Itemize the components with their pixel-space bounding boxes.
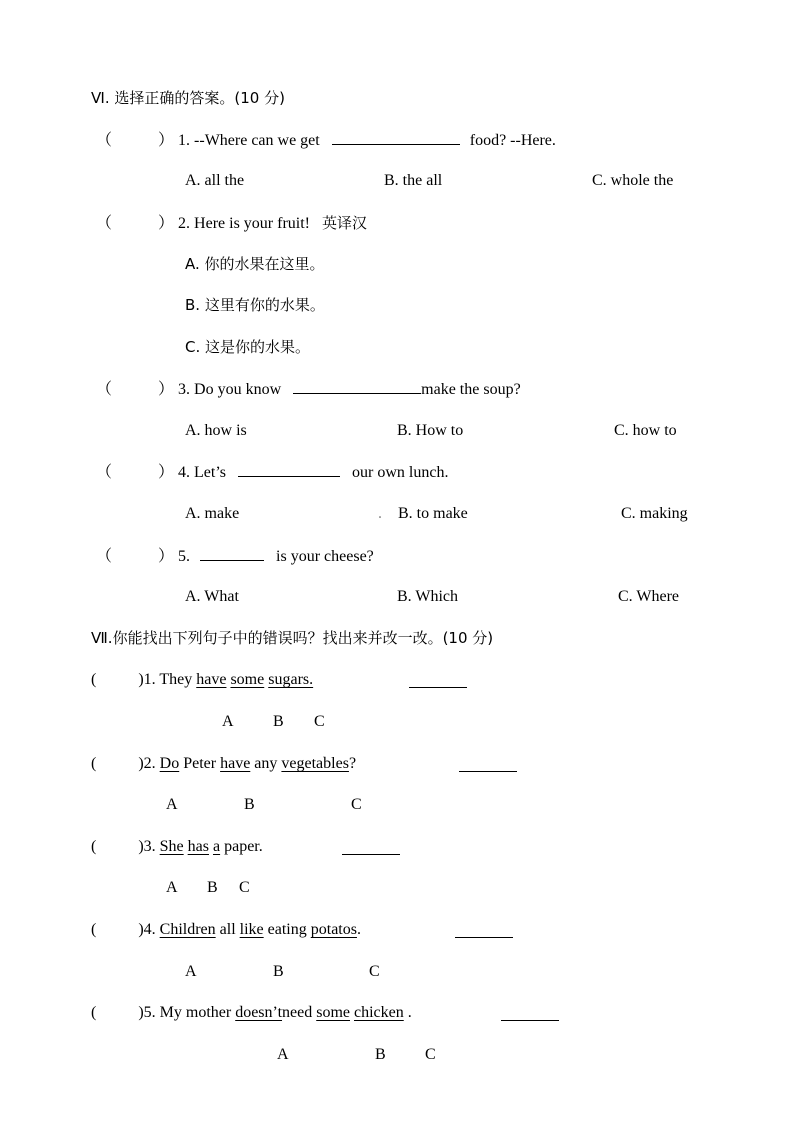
- option-a[interactable]: A. all the: [185, 172, 245, 189]
- question-number: 3.: [178, 381, 191, 398]
- answer-paren-close: ）: [158, 381, 175, 398]
- underlined-word-c: chicken: [354, 1004, 404, 1021]
- question-text-pre: Here is your fruit!: [194, 215, 310, 232]
- underlined-word-b: has: [187, 838, 209, 855]
- sentence-punct: ?: [348, 755, 357, 772]
- correction-blank[interactable]: [501, 1006, 559, 1021]
- underlined-word-b: have: [220, 755, 251, 772]
- underlined-word-c: sugars.: [268, 671, 314, 688]
- option-c[interactable]: C. making: [621, 505, 688, 522]
- underlined-word-a: She: [159, 838, 184, 855]
- question-number: 5.: [178, 548, 191, 565]
- question-5: [96, 546, 374, 567]
- question-text-post: our own lunch.: [352, 464, 449, 481]
- option-b[interactable]: B. Which: [397, 588, 459, 605]
- question-text-post: food? --Here.: [469, 132, 556, 149]
- sentence-word: any: [254, 755, 278, 772]
- label-b: B: [244, 796, 255, 813]
- question-number: 2.: [143, 755, 156, 772]
- answer-paren-close: ): [138, 921, 144, 938]
- question-text-pre: --Where can we get: [194, 132, 320, 149]
- answer-paren-close: ）: [158, 548, 175, 565]
- option-b[interactable]: B. How to: [397, 422, 464, 439]
- underlined-word-c: a: [212, 838, 221, 855]
- question-number: 1.: [143, 671, 156, 688]
- error-question-5: [91, 1003, 412, 1023]
- question-text-post: is your cheese?: [276, 548, 374, 565]
- underlined-word-c: vegetables: [281, 755, 349, 772]
- label-a: A: [185, 963, 197, 980]
- underlined-word-a: doesn’t: [235, 1004, 283, 1021]
- underlined-word-b: some: [316, 1004, 350, 1021]
- answer-paren-open: （: [96, 132, 113, 149]
- sentence-word: need: [282, 1004, 313, 1021]
- label-b: B: [207, 879, 218, 896]
- option-b[interactable]: B. the all: [384, 172, 443, 189]
- option-c[interactable]: C. how to: [614, 422, 677, 439]
- question-text-pre: Let’s: [194, 464, 227, 481]
- label-a: A: [166, 796, 178, 813]
- underlined-word-a: Children: [159, 921, 216, 938]
- sentence-word: eating: [267, 921, 307, 938]
- label-a: A: [222, 713, 234, 730]
- answer-paren-open: (: [91, 755, 97, 772]
- correction-blank[interactable]: [409, 673, 467, 688]
- label-c: C: [369, 963, 380, 980]
- sentence-word: Peter: [183, 755, 217, 772]
- answer-paren-open: (: [91, 1004, 97, 1021]
- label-c: C: [351, 796, 362, 813]
- option-c[interactable]: C. 这是你的水果。: [185, 338, 311, 356]
- option-a[interactable]: A. how is: [185, 422, 247, 439]
- fill-blank[interactable]: [238, 462, 340, 477]
- section-6-title: Ⅵ. 选择正确的答案。(10 分): [91, 89, 285, 107]
- answer-paren-close: ）: [158, 132, 175, 149]
- option-b[interactable]: B. 这里有你的水果。: [185, 296, 325, 314]
- label-a: A: [277, 1046, 289, 1063]
- correction-blank[interactable]: [455, 923, 513, 938]
- option-c[interactable]: C. Where: [618, 588, 680, 605]
- fill-blank[interactable]: [332, 130, 460, 145]
- question-number: 3.: [143, 838, 156, 855]
- fill-blank[interactable]: [293, 379, 421, 394]
- answer-paren-open: (: [91, 671, 97, 688]
- section-7-title: Ⅶ.你能找出下列句子中的错误吗？找出来并改一改。(10 分): [91, 629, 494, 647]
- question-1: [96, 130, 556, 151]
- sentence-word: They: [159, 671, 193, 688]
- label-c: C: [239, 879, 250, 896]
- error-question-2: [91, 754, 356, 774]
- option-a[interactable]: A. What: [185, 588, 239, 605]
- correction-blank[interactable]: [459, 757, 517, 772]
- sentence-punct: .: [407, 1004, 412, 1021]
- option-a[interactable]: A. 你的水果在这里。: [185, 255, 325, 273]
- underlined-word-b: some: [230, 671, 265, 688]
- answer-paren-close: ): [138, 1004, 144, 1021]
- label-a: A: [166, 879, 178, 896]
- question-text-post: make the soup?: [421, 381, 521, 398]
- error-question-3: [91, 837, 263, 857]
- option-c[interactable]: C. whole the: [592, 172, 674, 189]
- question-number: 1.: [178, 132, 191, 149]
- question-3: [96, 379, 521, 400]
- sentence-word: all: [219, 921, 236, 938]
- fill-blank[interactable]: [200, 546, 264, 561]
- question-number: 2.: [178, 215, 191, 232]
- underlined-word-a: Do: [159, 755, 180, 772]
- question-number: 5.: [143, 1004, 156, 1021]
- answer-paren-close: ）: [158, 215, 175, 232]
- question-text-pre: Do you know: [194, 381, 282, 398]
- option-b[interactable]: B. to make: [398, 505, 468, 522]
- answer-paren-close: ): [138, 755, 144, 772]
- label-b: B: [273, 963, 284, 980]
- answer-paren-open: （: [96, 548, 113, 565]
- answer-paren-open: (: [91, 921, 97, 938]
- label-c: C: [314, 713, 325, 730]
- error-question-4: [91, 920, 361, 940]
- answer-paren-open: (: [91, 838, 97, 855]
- question-4: [96, 462, 448, 483]
- translation-note: 英译汉: [322, 214, 368, 232]
- answer-paren-open: （: [96, 215, 113, 232]
- option-a[interactable]: A. make: [185, 505, 240, 522]
- stray-dot: .: [378, 505, 382, 522]
- correction-blank[interactable]: [342, 840, 400, 855]
- sentence-word: paper.: [224, 838, 263, 855]
- underlined-word-c: potatos: [310, 921, 357, 938]
- answer-paren-open: （: [96, 464, 113, 481]
- label-b: B: [375, 1046, 386, 1063]
- sentence-punct: .: [356, 921, 361, 938]
- label-b: B: [273, 713, 284, 730]
- question-number: 4.: [178, 464, 191, 481]
- answer-paren-close: ): [138, 838, 144, 855]
- sentence-word: My mother: [159, 1004, 232, 1021]
- underlined-word-b: like: [239, 921, 264, 938]
- answer-paren-close: ): [138, 671, 144, 688]
- answer-paren-close: ）: [158, 464, 175, 481]
- error-question-1: [91, 670, 313, 690]
- answer-paren-open: （: [96, 381, 113, 398]
- question-2: [96, 213, 367, 234]
- underlined-word-a: have: [196, 671, 227, 688]
- label-c: C: [425, 1046, 436, 1063]
- question-number: 4.: [143, 921, 156, 938]
